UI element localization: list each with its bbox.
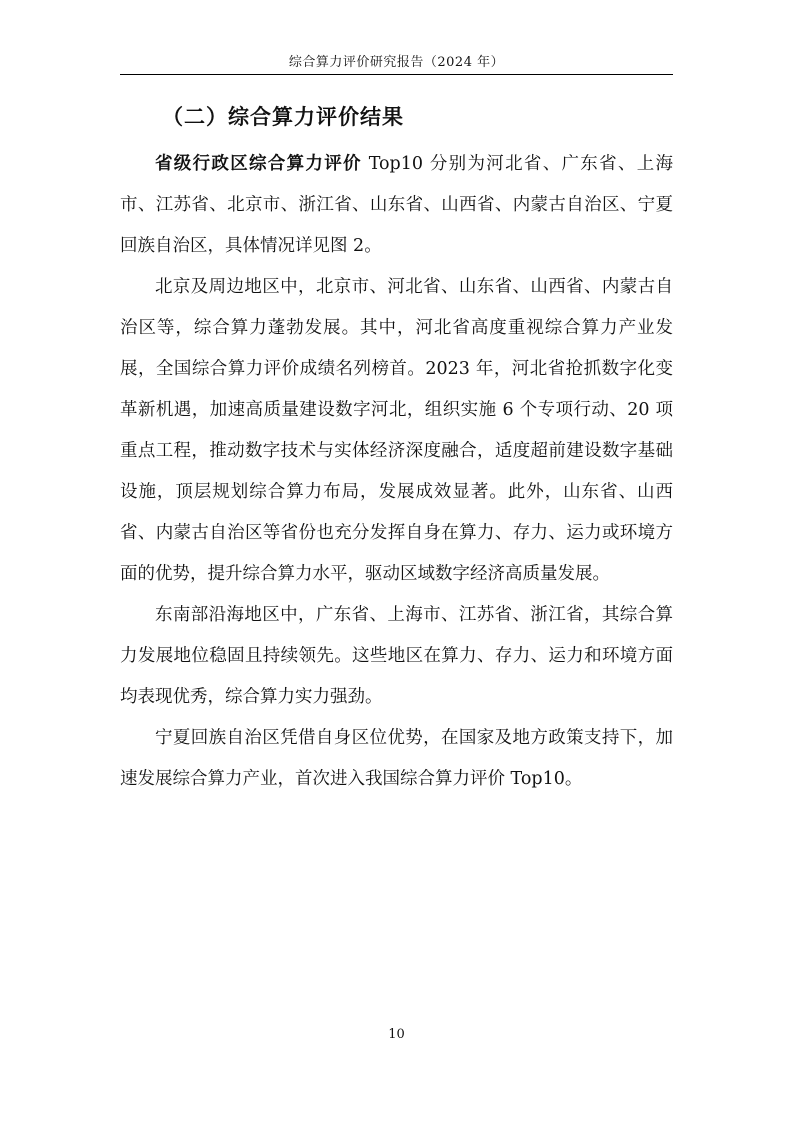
- paragraph-lead: 省级行政区综合算力评价: [155, 154, 362, 174]
- paragraph-top10-summary: [120, 144, 673, 267]
- section-title: （二）综合算力评价结果: [162, 105, 404, 129]
- page-number: 10: [388, 1027, 405, 1042]
- body-text: [120, 144, 673, 800]
- running-header: 综合算力评价研究报告（2024 年）: [288, 55, 505, 70]
- paragraph-southeast-coast: 东南部沿海地区中，广东省、上海市、江苏省、浙江省，其综合算力发展地位稳固且持续领先。这些地区在算力、存力、运力和环境方面均表现优秀，综合算力实力强劲。: [120, 605, 673, 707]
- paragraph-ningxia: 宁夏回族自治区凭借自身区位优势，在国家及地方政策支持下，加速发展综合算力产业，首次进入我国综合算力评价 Top10。: [120, 728, 673, 789]
- header-divider: [120, 74, 673, 75]
- paragraph-text: Top10 分别为河北省、广东省、上海市、江苏省、北京市、浙江省、山东省、山西省、内蒙古自治区、宁夏回族自治区，具体情况详见图 2。: [120, 154, 673, 256]
- paragraph-beijing-region: 北京及周边地区中，北京市、河北省、山东省、山西省、内蒙古自治区等，综合算力蓬勃发展。其中，河北省高度重视综合算力产业发展，全国综合算力评价成绩名列榜首。2023 年，河北省抢抓数字化变革新机遇，加速高质量建设数字河北，组织实施 6 个专项行动、20 项重点工程，推动数字技术与实体经济深度融合，适度超前建设数字基础设施，顶层规划综合算力布局，发展成效显著。此外，山东省、山西省、内蒙古自治区等省份也充分发挥自身在算力、存力、运力或环境方面的优势，提升综合算力水平，驱动区域数字经济高质量发展。: [120, 277, 673, 584]
